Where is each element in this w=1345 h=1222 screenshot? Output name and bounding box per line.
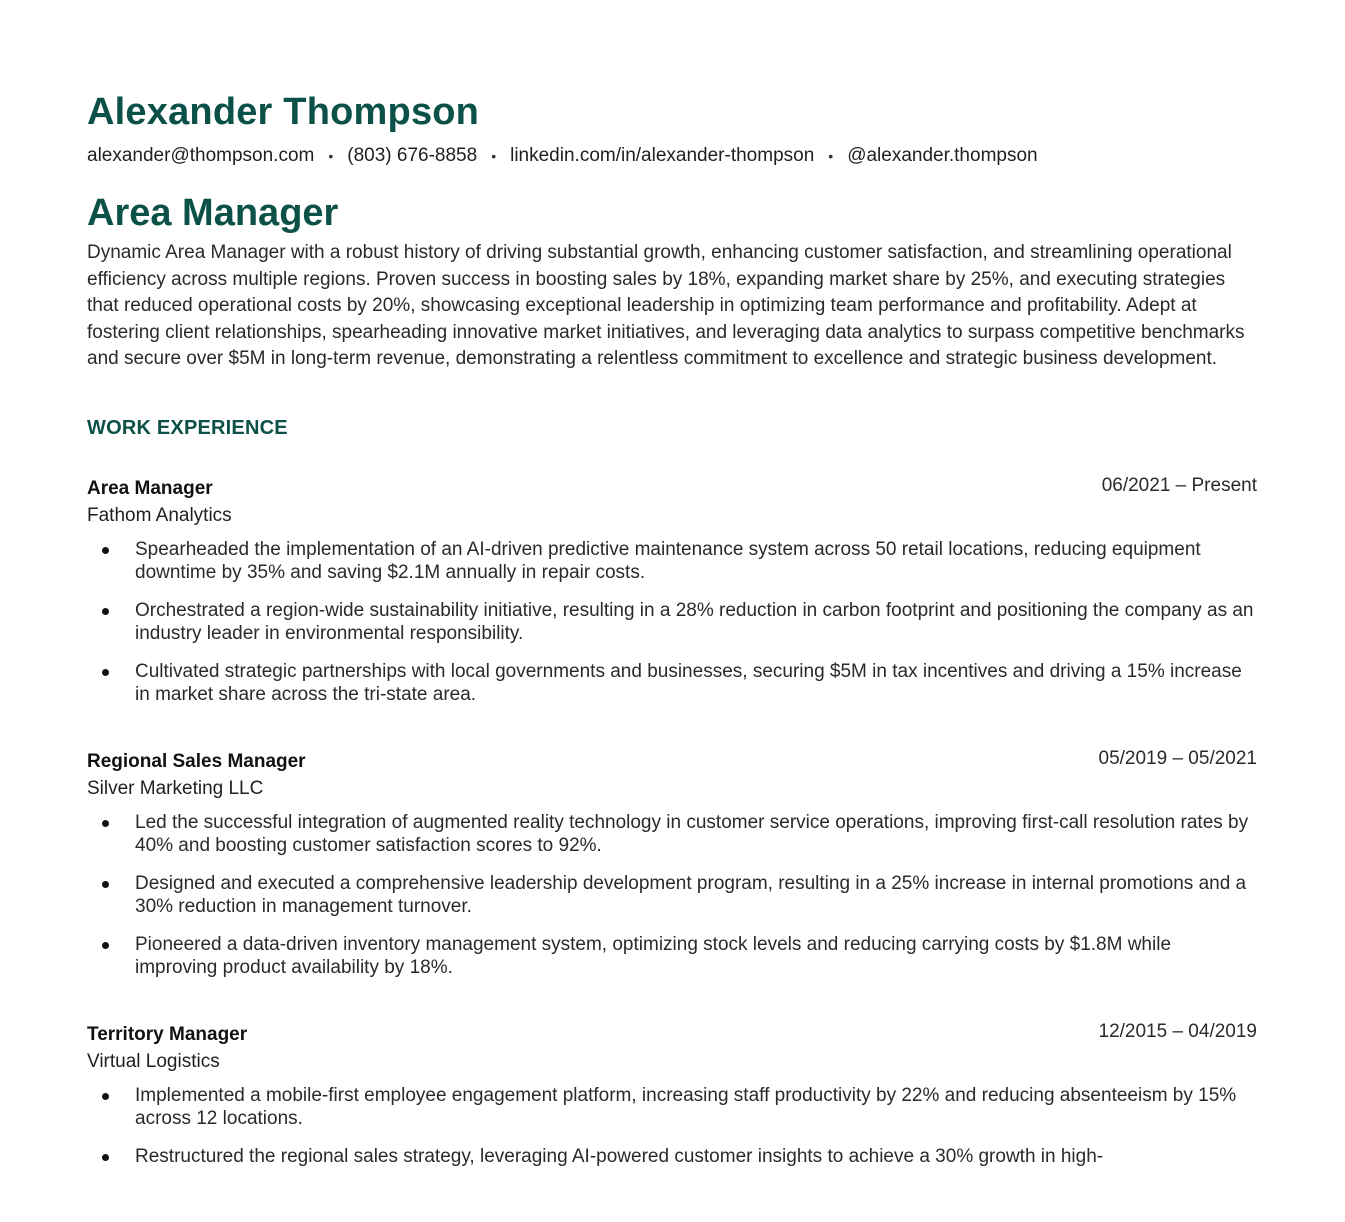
bullet-text: Cultivated strategic partnerships with local governments and businesses, securing $5M in tax incentives and driving a 15% increase in market share across the tri-state area. [135, 660, 1242, 706]
separator-dot-icon: • [491, 148, 497, 164]
list-item [87, 1084, 1257, 1131]
job-entry [87, 1022, 1257, 1169]
separator-dot-icon: • [328, 148, 334, 164]
professional-summary: Dynamic Area Manager with a robust history of driving substantial growth, enhancing customer satisfaction, and streamlining operational efficiency across multiple regions. Proven success in boosting sales by 18%, expanding market share by 25%, and executing strategies that reduced operational costs by 20%, showcasing exceptional leadership in optimizing team performance and profitability. Adept at fostering client relationships, spearheading innovative market initiatives, and leveraging data analytics to surpass competitive benchmarks and secure over $5M in long-term revenue, demonstrating a relentless commitment to excellence and strategic business development. [87, 242, 1245, 370]
job-title: Area Manager [87, 477, 213, 499]
list-item [87, 538, 1257, 585]
list-item [87, 933, 1257, 980]
bullet-icon [102, 547, 109, 554]
contact-email[interactable]: alexander@thompson.com [87, 145, 315, 166]
job-dates: 12/2015 – 04/2019 [1098, 1020, 1257, 1042]
job-bullets [87, 1084, 1257, 1169]
bullet-icon [102, 942, 109, 949]
job-dates: 05/2019 – 05/2021 [1098, 747, 1257, 769]
job-header [87, 749, 1257, 775]
job-entry [87, 749, 1257, 980]
job-bullets [87, 538, 1257, 707]
bullet-icon [102, 820, 109, 827]
section-title-work-experience: WORK EXPERIENCE [87, 416, 288, 439]
resume-page [87, 88, 1257, 1182]
candidate-name: Alexander Thompson [87, 91, 480, 133]
bullet-text: Designed and executed a comprehensive leadership development program, resulting in a 25% increase in internal promotions and a 30% reduction in management turnover. [135, 872, 1247, 918]
list-item [87, 1145, 1257, 1169]
bullet-icon [102, 608, 109, 615]
bullet-icon [102, 669, 109, 676]
bullet-text: Orchestrated a region-wide sustainability initiative, resulting in a 28% reduction in carbon footprint and positioning the company as an industry leader in environmental responsibility. [135, 599, 1254, 645]
company-name: Silver Marketing LLC [87, 777, 264, 799]
job-title: Territory Manager [87, 1023, 248, 1045]
bullet-text: Spearheaded the implementation of an AI-driven predictive maintenance system across 50 retail locations, reducing equipment downtime by 35% and saving $2.1M annually in repair costs. [135, 538, 1201, 584]
bullet-icon [102, 881, 109, 888]
job-header [87, 476, 1257, 502]
bullet-icon [102, 1093, 109, 1100]
company-name: Virtual Logistics [87, 1050, 220, 1072]
separator-dot-icon: • [828, 148, 834, 164]
job-header [87, 1022, 1257, 1048]
job-entry [87, 476, 1257, 707]
list-item [87, 599, 1257, 646]
list-item [87, 660, 1257, 707]
list-item [87, 811, 1257, 858]
bullet-text: Pioneered a data-driven inventory management system, optimizing stock levels and reducing carrying costs by $1.8M while improving product availability by 18%. [135, 933, 1172, 979]
job-bullets [87, 811, 1257, 980]
resume-headline: Area Manager [87, 192, 339, 234]
job-title: Regional Sales Manager [87, 750, 306, 772]
bullet-text: Restructured the regional sales strategy, leveraging AI-powered customer insights to achieve a 30% growth in high- [135, 1145, 1104, 1167]
contact-handle[interactable]: @alexander.thompson [847, 145, 1038, 166]
contact-phone[interactable]: (803) 676-8858 [347, 145, 478, 166]
bullet-text: Led the successful integration of augmented reality technology in customer service operations, improving first-call resolution rates by 40% and boosting customer satisfaction scores to 92%. [135, 811, 1249, 857]
company-name: Fathom Analytics [87, 504, 232, 526]
job-dates: 06/2021 – Present [1101, 474, 1257, 496]
list-item [87, 872, 1257, 919]
contact-line [87, 144, 1257, 168]
contact-linkedin[interactable]: linkedin.com/in/alexander-thompson [510, 145, 815, 166]
bullet-icon [102, 1154, 109, 1161]
bullet-text: Implemented a mobile-first employee engagement platform, increasing staff productivity by 22% and reducing absenteeism by 15% across 12 locations. [135, 1084, 1237, 1130]
